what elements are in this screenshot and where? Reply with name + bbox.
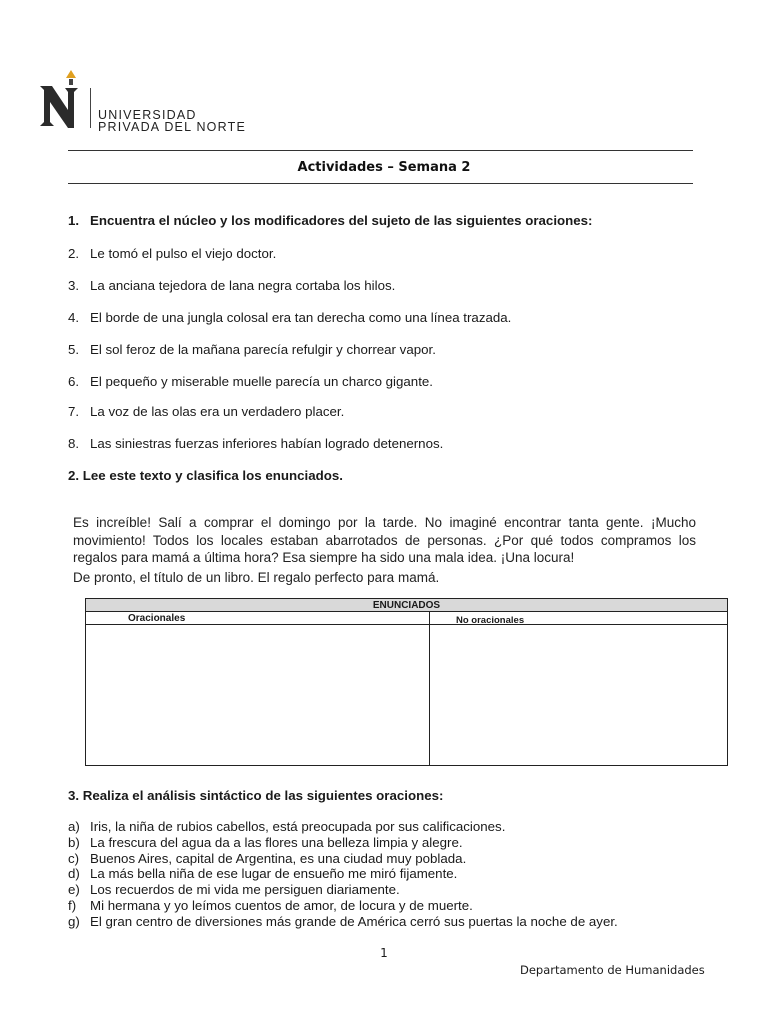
list-item-text: Los recuerdos de mi vida me persiguen diariamente.	[90, 882, 400, 897]
page-number: 1	[380, 946, 388, 960]
list-item	[0, 342, 768, 360]
header-rule-bottom	[68, 183, 693, 184]
logo-text-line1: UNIVERSIDAD	[98, 108, 197, 122]
logo-text-line2: PRIVADA DEL NORTE	[98, 120, 246, 134]
list-item-number: 3.	[68, 278, 80, 293]
section1-heading-text: Encuentra el núcleo y los modificadores del sujeto de las siguientes oraciones:	[90, 213, 593, 228]
column-header-oracionales: Oracionales	[128, 613, 186, 624]
list-item-text: La anciana tejedora de lana negra cortaba los hilos.	[90, 278, 396, 293]
list-item-letter: a)	[68, 819, 80, 834]
list-item	[0, 436, 768, 454]
list-item-text: La más bella niña de ese lugar de ensueño me miró fijamente.	[90, 866, 458, 881]
list-item	[0, 851, 768, 867]
section1-number: 1.	[68, 213, 80, 228]
footer-department: Departamento de Humanidades	[520, 963, 705, 977]
page-title: Actividades – Semana 2	[297, 160, 471, 175]
list-item-text: Buenos Aires, capital de Argentina, es una ciudad muy poblada.	[90, 851, 467, 866]
list-item-number: 7.	[68, 404, 80, 419]
reading-paragraph-continuation: De pronto, el título de un libro. El regalo perfecto para mamá.	[73, 570, 440, 585]
list-item-number: 4.	[68, 310, 80, 325]
list-item-text: Le tomó el pulso el viejo doctor.	[90, 246, 277, 261]
table-title: ENUNCIADOS	[372, 600, 441, 611]
list-item-letter: d)	[68, 866, 80, 881]
list-item-text: Mi hermana y yo leímos cuentos de amor, de locura y de muerte.	[90, 898, 473, 913]
table-subheader-border	[86, 624, 727, 625]
list-item-text: Iris, la niña de rubios cabellos, está preocupada por sus calificaciones.	[90, 819, 506, 834]
list-item-number: 2.	[68, 246, 80, 261]
list-item-text: El pequeño y miserable muelle parecía un charco gigante.	[90, 374, 433, 389]
section3-heading: 3. Realiza el análisis sintáctico de las siguientes oraciones:	[68, 788, 444, 803]
list-item-letter: b)	[68, 835, 80, 850]
reading-paragraph: Es increíble! Salí a comprar el domingo por la tarde. No imaginé encontrar tanta gente. ¡Mucho movimiento! Todos los locales estaban abarrotados de personas. ¿Por qué todos compramos los regalos para mamá a última hora? Esa siempre ha sido una mala idea. ¡Una locura!	[73, 515, 696, 565]
list-item-text: Las siniestras fuerzas inferiores habían logrado detenernos.	[90, 436, 444, 451]
list-item-letter: c)	[68, 851, 80, 866]
list-item-text: El sol feroz de la mañana parecía refulgir y chorrear vapor.	[90, 342, 436, 357]
list-item-number: 5.	[68, 342, 80, 357]
section2-heading: 2. Lee este texto y clasifica los enunciados.	[68, 468, 343, 483]
list-item-letter: g)	[68, 914, 80, 929]
university-logo	[38, 68, 278, 134]
column-header-no-oracionales: No oracionales	[456, 615, 525, 626]
n-logo-mark-icon	[38, 68, 88, 130]
list-item	[0, 246, 768, 264]
logo-divider	[90, 88, 91, 128]
list-item-number: 6.	[68, 374, 80, 389]
list-item-letter: e)	[68, 882, 80, 897]
list-item	[0, 898, 768, 914]
list-item	[0, 404, 768, 422]
list-item	[0, 278, 768, 296]
list-item	[0, 914, 768, 930]
list-item-text: El borde de una jungla colosal era tan derecha como una línea trazada.	[90, 310, 512, 325]
header-rule-top	[68, 150, 693, 151]
section1-heading	[0, 213, 768, 231]
list-item	[0, 866, 768, 882]
table-column-divider	[429, 612, 430, 766]
list-item-letter: f)	[68, 898, 77, 913]
list-item-text: La frescura del agua da a las flores una belleza limpia y alegre.	[90, 835, 463, 850]
list-item	[0, 310, 768, 328]
list-item-text: El gran centro de diversiones más grande de América cerró sus puertas la noche de ayer.	[90, 914, 618, 929]
enunciados-table	[85, 598, 728, 766]
list-item-number: 8.	[68, 436, 80, 451]
list-item-text: La voz de las olas era un verdadero placer.	[90, 404, 345, 419]
list-item	[0, 835, 768, 851]
list-item	[0, 374, 768, 392]
list-item	[0, 819, 768, 835]
list-item	[0, 882, 768, 898]
